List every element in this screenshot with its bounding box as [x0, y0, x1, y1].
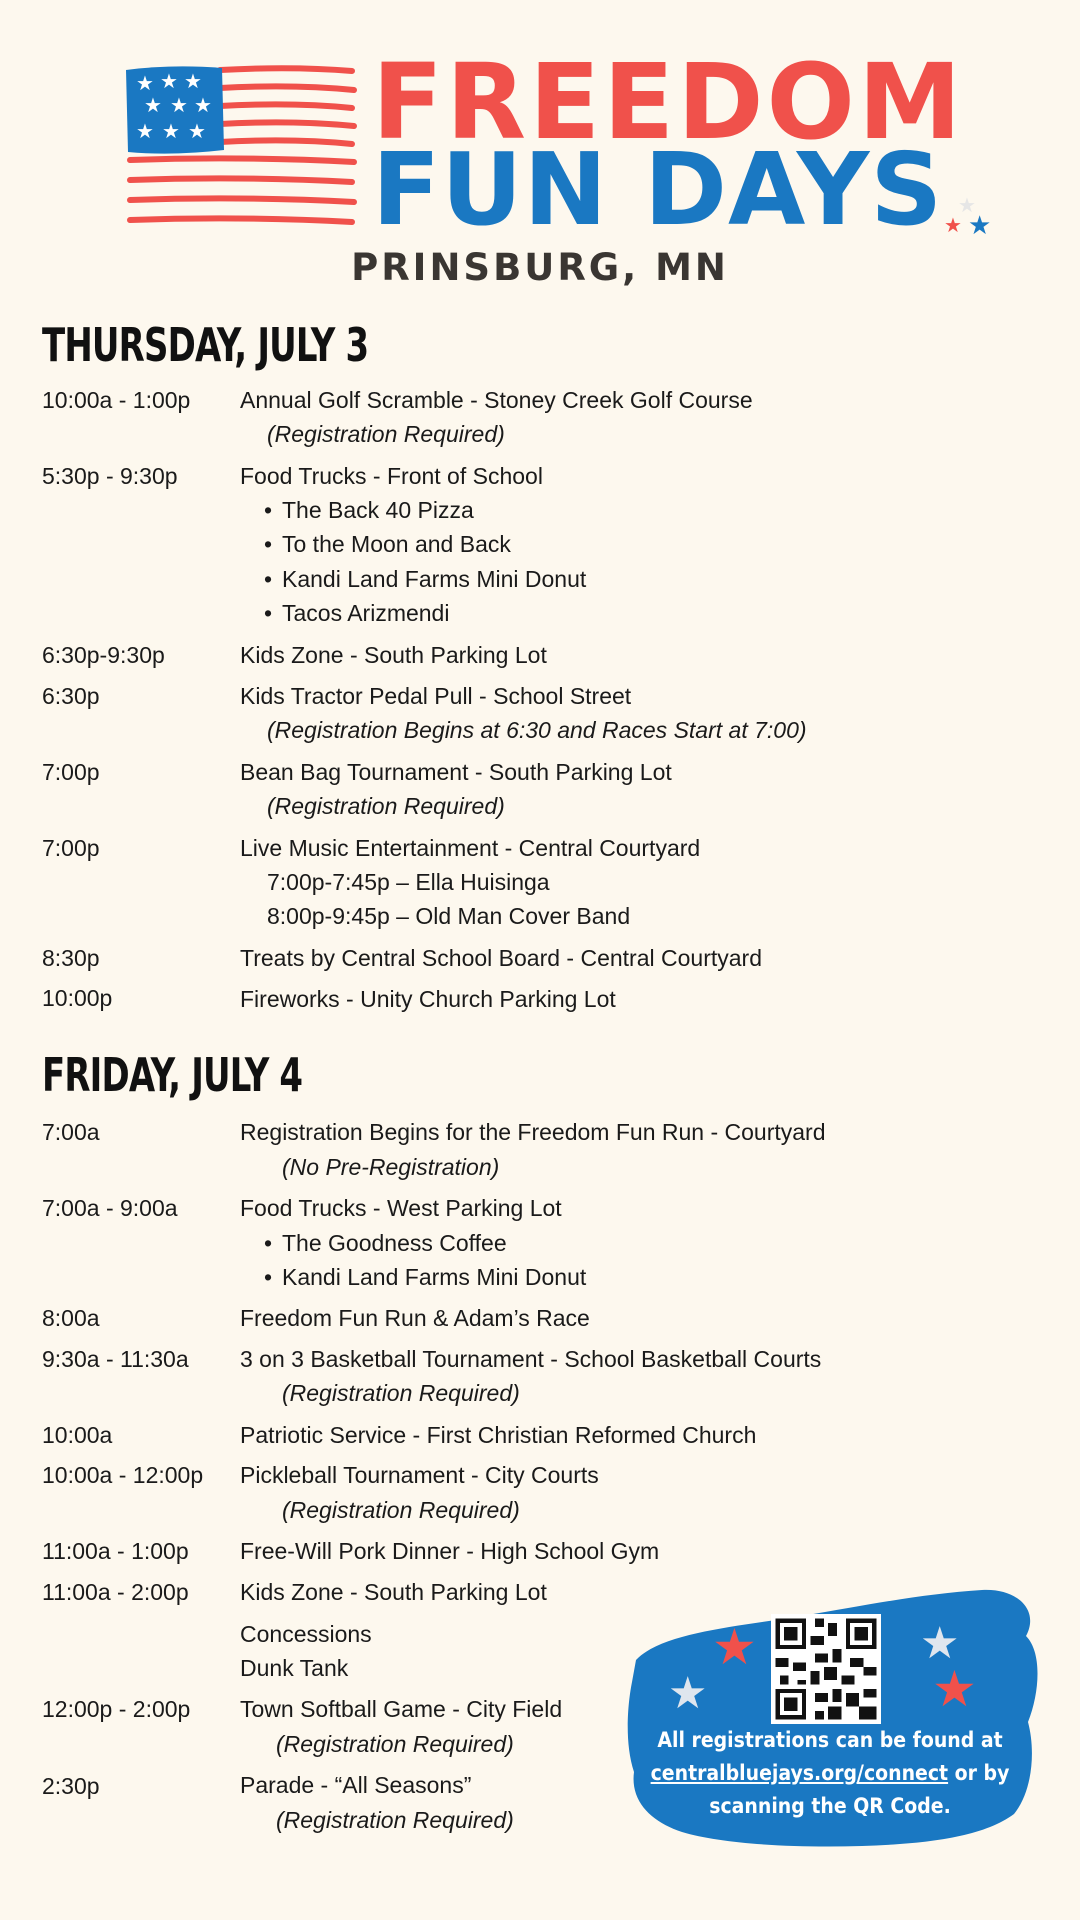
svg-text:★: ★ [144, 93, 162, 117]
svg-text:★: ★ [712, 1618, 757, 1676]
event-title: Kids Zone - South Parking Lot [240, 642, 547, 668]
event-note: (Registration Required) [276, 1731, 514, 1757]
promo-line2 [650, 1757, 1010, 1790]
title-fun-days: FUN DAYS [372, 131, 944, 248]
event-title: 3 on 3 Basketball Tournament - School Basketball Courts [240, 1346, 822, 1372]
event-time: 7:00a [42, 1119, 100, 1145]
event-title: Treats by Central School Board - Central Courtyard [240, 945, 762, 971]
svg-text:★: ★ [944, 213, 962, 237]
event-note: (Registration Required) [267, 421, 505, 447]
svg-text:★: ★ [136, 71, 154, 95]
event-note: (Registration Required) [282, 1497, 520, 1523]
qr-code-icon[interactable] [771, 1614, 881, 1724]
food-truck-item: • Kandi Land Farms Mini Donut [282, 565, 586, 593]
location: PRINSBURG, MN [351, 246, 729, 289]
event-title: Fireworks - Unity Church Parking Lot [240, 986, 616, 1012]
event-title: Dunk Tank [240, 1655, 349, 1681]
event-title: Parade - “All Seasons” [240, 1772, 472, 1798]
event-time: 10:00p [42, 985, 113, 1011]
event-title: Live Music Entertainment - Central Courtyard [240, 835, 701, 861]
svg-text:★: ★ [170, 93, 188, 117]
event-time: 11:00a - 1:00p [42, 1538, 189, 1564]
event-title: Kids Zone - South Parking Lot [240, 1579, 547, 1605]
svg-text:★: ★ [162, 119, 180, 143]
event-time: 6:30p [42, 683, 100, 709]
promo-line1: All registrations can be found at [657, 1728, 1003, 1752]
event-title: Food Trucks - West Parking Lot [240, 1195, 562, 1221]
event-title: Bean Bag Tournament - South Parking Lot [240, 759, 672, 785]
event-time: 10:00a [42, 1422, 113, 1448]
promo-line2-suffix: or by [948, 1761, 1010, 1785]
event-time: 6:30p-9:30p [42, 642, 165, 668]
event-title: Patriotic Service - First Christian Reformed Church [240, 1422, 757, 1448]
event-time: 7:00p [42, 835, 100, 861]
event-note: (No Pre-Registration) [282, 1154, 500, 1180]
event-time: 7:00a - 9:00a [42, 1195, 178, 1221]
event-title: Food Trucks - Front of School [240, 463, 543, 489]
food-truck-item: • To the Moon and Back [282, 530, 511, 558]
event-note: (Registration Required) [276, 1807, 514, 1833]
svg-text:★: ★ [920, 1618, 960, 1669]
event-time: 12:00p - 2:00p [42, 1696, 191, 1722]
day-heading-friday: FRIDAY, JULY 4 [42, 1048, 303, 1102]
food-truck-item: • The Goodness Coffee [282, 1229, 507, 1257]
svg-text:★: ★ [932, 1660, 977, 1718]
flag-icon [122, 62, 362, 232]
promo-line3: scanning the QR Code. [709, 1794, 951, 1818]
svg-text:★: ★ [668, 1668, 708, 1719]
music-set: 8:00p-9:45p – Old Man Cover Band [267, 903, 631, 929]
registration-info [650, 1724, 1010, 1823]
event-time: 8:30p [42, 945, 100, 971]
event-title: Free-Will Pork Dinner - High School Gym [240, 1538, 660, 1564]
event-time: 9:30a - 11:30a [42, 1346, 189, 1372]
day-heading-thursday: THURSDAY, JULY 3 [42, 318, 369, 372]
svg-text:★: ★ [958, 193, 976, 217]
event-note: (Registration Required) [282, 1380, 520, 1406]
event-time: 5:30p - 9:30p [42, 463, 178, 489]
event-time: 10:00a - 12:00p [42, 1462, 204, 1488]
event-title: Pickleball Tournament - City Courts [240, 1462, 599, 1488]
music-set: 7:00p-7:45p – Ella Huisinga [267, 869, 550, 895]
event-title: Registration Begins for the Freedom Fun Run - Courtyard [240, 1119, 826, 1145]
food-truck-item: • Tacos Arizmendi [282, 599, 449, 627]
event-title: Freedom Fun Run & Adam’s Race [240, 1305, 590, 1331]
event-title: Concessions [240, 1621, 372, 1647]
event-title: Town Softball Game - City Field [240, 1696, 563, 1722]
food-truck-item: • Kandi Land Farms Mini Donut [282, 1263, 586, 1291]
food-truck-item: • The Back 40 Pizza [282, 496, 474, 524]
svg-text:★: ★ [194, 93, 212, 117]
registration-link[interactable]: centralbluejays.org/connect [650, 1761, 949, 1785]
svg-text:★: ★ [136, 119, 154, 143]
svg-text:★: ★ [968, 211, 992, 240]
stars-icon [944, 190, 1000, 240]
header [0, 0, 1080, 300]
svg-text:★: ★ [184, 69, 202, 93]
event-time: 10:00a - 1:00p [42, 387, 191, 413]
event-title: Kids Tractor Pedal Pull - School Street [240, 683, 632, 709]
svg-text:★: ★ [160, 69, 178, 93]
event-time: 2:30p [42, 1773, 100, 1799]
event-title: Annual Golf Scramble - Stoney Creek Golf Course [240, 387, 753, 413]
event-time: 11:00a - 2:00p [42, 1579, 189, 1605]
title-freedom: FREEDOM [372, 41, 965, 163]
event-note: (Registration Required) [267, 793, 505, 819]
event-note: (Registration Begins at 6:30 and Races Start at 7:00) [267, 717, 807, 743]
event-time: 7:00p [42, 759, 100, 785]
svg-text:★: ★ [188, 119, 206, 143]
event-time: 8:00a [42, 1305, 100, 1331]
